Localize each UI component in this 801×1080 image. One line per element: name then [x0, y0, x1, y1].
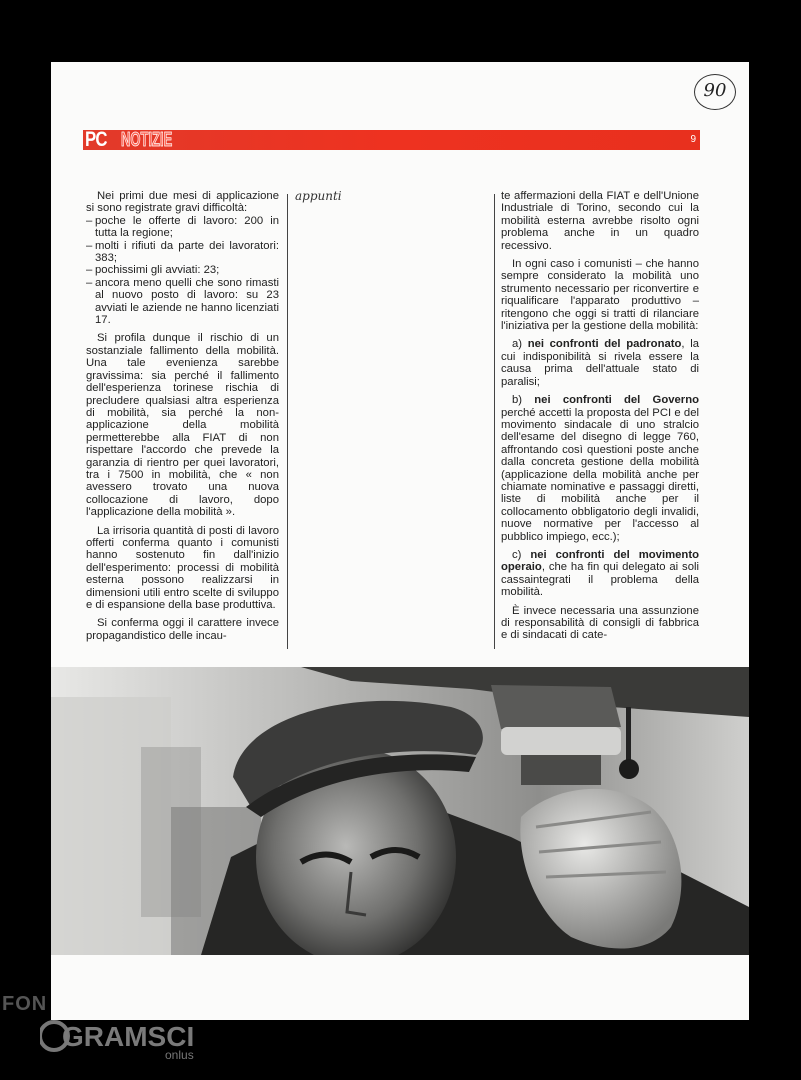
- page-number: 9: [690, 134, 696, 145]
- list-item: – molti i rifiuti da parte dei lavoratori: 383;: [86, 240, 279, 265]
- column-divider: [494, 194, 495, 649]
- column-divider: [287, 194, 288, 649]
- notes-column: [295, 190, 485, 202]
- list-item-c: c) nei confronti del movimento operaio, che ha fin qui delegato ai soli cassaintegrati il problema della mobilità.: [501, 548, 699, 599]
- list-item: – ancora meno quelli che sono rimasti al nuovo posto di lavoro: su 23 avviati le aziende ne hanno licenziati 17.: [86, 277, 279, 327]
- text-column-right: [501, 190, 699, 648]
- header-banner: [83, 130, 700, 150]
- list-item: – poche le offerte di lavoro: 200 in tutta la regione;: [86, 215, 279, 240]
- paragraph: La irrisoria quantità di posti di lavoro offerti conferma quanto i comunisti hanno sostenuto fin dall'inizio dell'esperimento: processi di mobilità esterna possono realizzarsi in dimensioni utili entro scelte di sviluppo e di espansione della base produttiva.: [86, 524, 279, 611]
- paragraph: te affermazioni della FIAT e dell'Unione Industriale di Torino, secondo cui la mobilità esterna avrebbe risolto ogni problema anche in un quadro recessivo.: [501, 190, 699, 252]
- section-title: NOTIZIE: [121, 129, 173, 151]
- text-column-left: [86, 190, 279, 648]
- emphasis: nei confronti del padronato: [527, 338, 682, 351]
- watermark-name: GRAMSCI: [62, 1021, 195, 1052]
- document-page: [51, 62, 749, 1020]
- notes-label: appunti: [295, 189, 342, 203]
- watermark-suffix: onlus: [165, 1048, 194, 1062]
- paragraph: In ogni caso i comunisti – che hanno sempre considerato la mobilità uno strumento necessario per riconvertire e riqualificare l'apparato produttivo – ritengono che oggi si tratti di rilanciare l'iniziativa per la gestione della mobilità:: [501, 258, 699, 333]
- paragraph: Nei primi due mesi di applicazione si sono registrate gravi difficoltà:: [86, 190, 279, 215]
- list-item: – pochissimi gli avviati: 23;: [86, 264, 279, 276]
- paragraph: È invece necessaria una assunzione di responsabilità di consigli di fabbrica e di sindacati di cate-: [501, 604, 699, 642]
- worker-photo: [51, 667, 749, 955]
- list-item-a: a) nei confronti del padronato, la cui indisponibilità si rivela essere la causa prima dell'attuale stato di paralisi;: [501, 338, 699, 388]
- handwritten-page-note: 90: [694, 74, 736, 110]
- paragraph: Si profila dunque il rischio di un sostanziale fallimento della mobilità. Una tale evenienza sarebbe gravissima: sia perché il fallimento dell'esperienza torinese rischia di precludere qualsiasi altra esperienza di mobilità, sia perché la non-applicazione della mobilità permetterebbe alla FIAT di non rispettare l'accordo che prevede la garanzia di rientro per quei lavoratori, tra i 7500 in mobilità, che « non avessero trovato una nuova collocazione di lavoro, dopo l'applicazione della mobilità ».: [86, 332, 279, 519]
- list-item-b: b) nei confronti del Governo perché accetti la proposta del PCI e del movimento sindacale di uno stralcio dell'esame del disegno di legge 760, affrontando così questioni poste anche dalla concreta gestione della mobilità (applicazione della mobilità anche per chiamate nominative e passaggi diretti, liste di mobilità anche per il collocamento obbligatorio degli invalidi, nuove normative per l'accesso al pubblico impiego, ecc.);: [501, 394, 699, 543]
- emphasis: nei confronti del movimento operaio: [501, 548, 699, 574]
- pc-logo: PC: [85, 128, 107, 151]
- paragraph: Si conferma oggi il carattere invece propagandistico delle incau-: [86, 617, 279, 642]
- watermark-prefix: FON: [2, 993, 48, 1015]
- emphasis: nei confronti del Governo: [534, 394, 699, 407]
